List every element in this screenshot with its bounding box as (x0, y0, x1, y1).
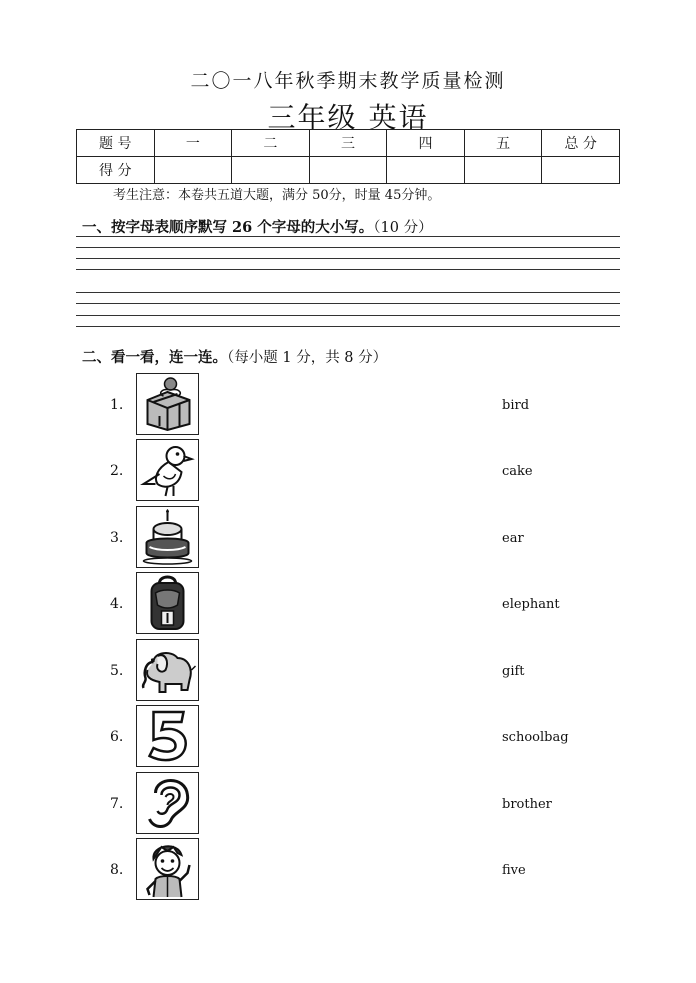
writing-line[interactable] (76, 303, 620, 304)
score-table-header-row (77, 130, 620, 157)
score-input-cell[interactable] (464, 157, 542, 184)
item-number: 6. (110, 729, 124, 745)
score-header-cell: 二 (232, 130, 310, 157)
score-input-cell[interactable] (232, 157, 310, 184)
question-2-text: 二、看一看，连一连。 (82, 349, 227, 366)
match-word: brother (502, 797, 552, 812)
score-input-cell[interactable] (154, 157, 232, 184)
cake-icon[interactable] (136, 506, 199, 568)
gift-box-icon[interactable] (136, 373, 199, 435)
match-word: five (502, 863, 526, 878)
score-input-cell[interactable] (309, 157, 387, 184)
match-word: elephant (502, 597, 560, 612)
score-header-cell: 一 (154, 130, 232, 157)
match-word: gift (502, 664, 525, 679)
item-number: 7. (110, 796, 124, 812)
question-1-title (82, 216, 433, 237)
elephant-icon[interactable] (136, 639, 199, 701)
question-1-points: （10 分） (373, 220, 433, 236)
writing-line[interactable] (76, 247, 620, 248)
score-header-cell: 总 分 (542, 130, 620, 157)
exam-notice: 考生注意：本卷共五道大题，满分 50分，时量 45分钟。 (113, 188, 441, 203)
score-header-cell: 题 号 (77, 130, 155, 157)
writing-line[interactable] (76, 269, 620, 270)
writing-line[interactable] (76, 326, 620, 327)
match-word: bird (502, 398, 530, 413)
item-number: 3. (110, 530, 124, 546)
score-table-score-row (77, 157, 620, 184)
item-number: 8. (110, 862, 124, 878)
number-five-icon[interactable] (136, 705, 199, 767)
writing-line[interactable] (76, 292, 620, 293)
exam-title: 三年级 英语 (267, 101, 429, 134)
match-word: schoolbag (502, 730, 569, 745)
score-header-cell: 五 (464, 130, 542, 157)
item-number: 2. (110, 463, 124, 479)
schoolbag-icon[interactable] (136, 572, 199, 634)
score-input-cell[interactable] (542, 157, 620, 184)
score-header-cell: 三 (309, 130, 387, 157)
ear-icon[interactable] (136, 772, 199, 834)
writing-line[interactable] (76, 258, 620, 259)
question-2-title (82, 346, 387, 367)
writing-line[interactable] (76, 236, 620, 237)
item-number: 5. (110, 663, 124, 679)
score-header-cell: 四 (387, 130, 465, 157)
score-input-cell[interactable] (387, 157, 465, 184)
boy-icon[interactable] (136, 838, 199, 900)
question-1-text: 一、按字母表顺序默写 26 个字母的大小写。 (82, 219, 374, 236)
item-number: 1. (110, 397, 124, 413)
exam-subtitle: 二〇一八年秋季期末教学质量检测 (190, 70, 506, 92)
writing-line[interactable] (76, 315, 620, 316)
match-word: ear (502, 531, 524, 546)
item-number: 4. (110, 596, 124, 612)
score-row-label: 得 分 (77, 157, 155, 184)
bird-icon[interactable] (136, 439, 199, 501)
match-word: cake (502, 464, 533, 479)
score-table (76, 129, 620, 184)
question-2-points: （每小题 1 分，共 8 分） (227, 350, 388, 366)
